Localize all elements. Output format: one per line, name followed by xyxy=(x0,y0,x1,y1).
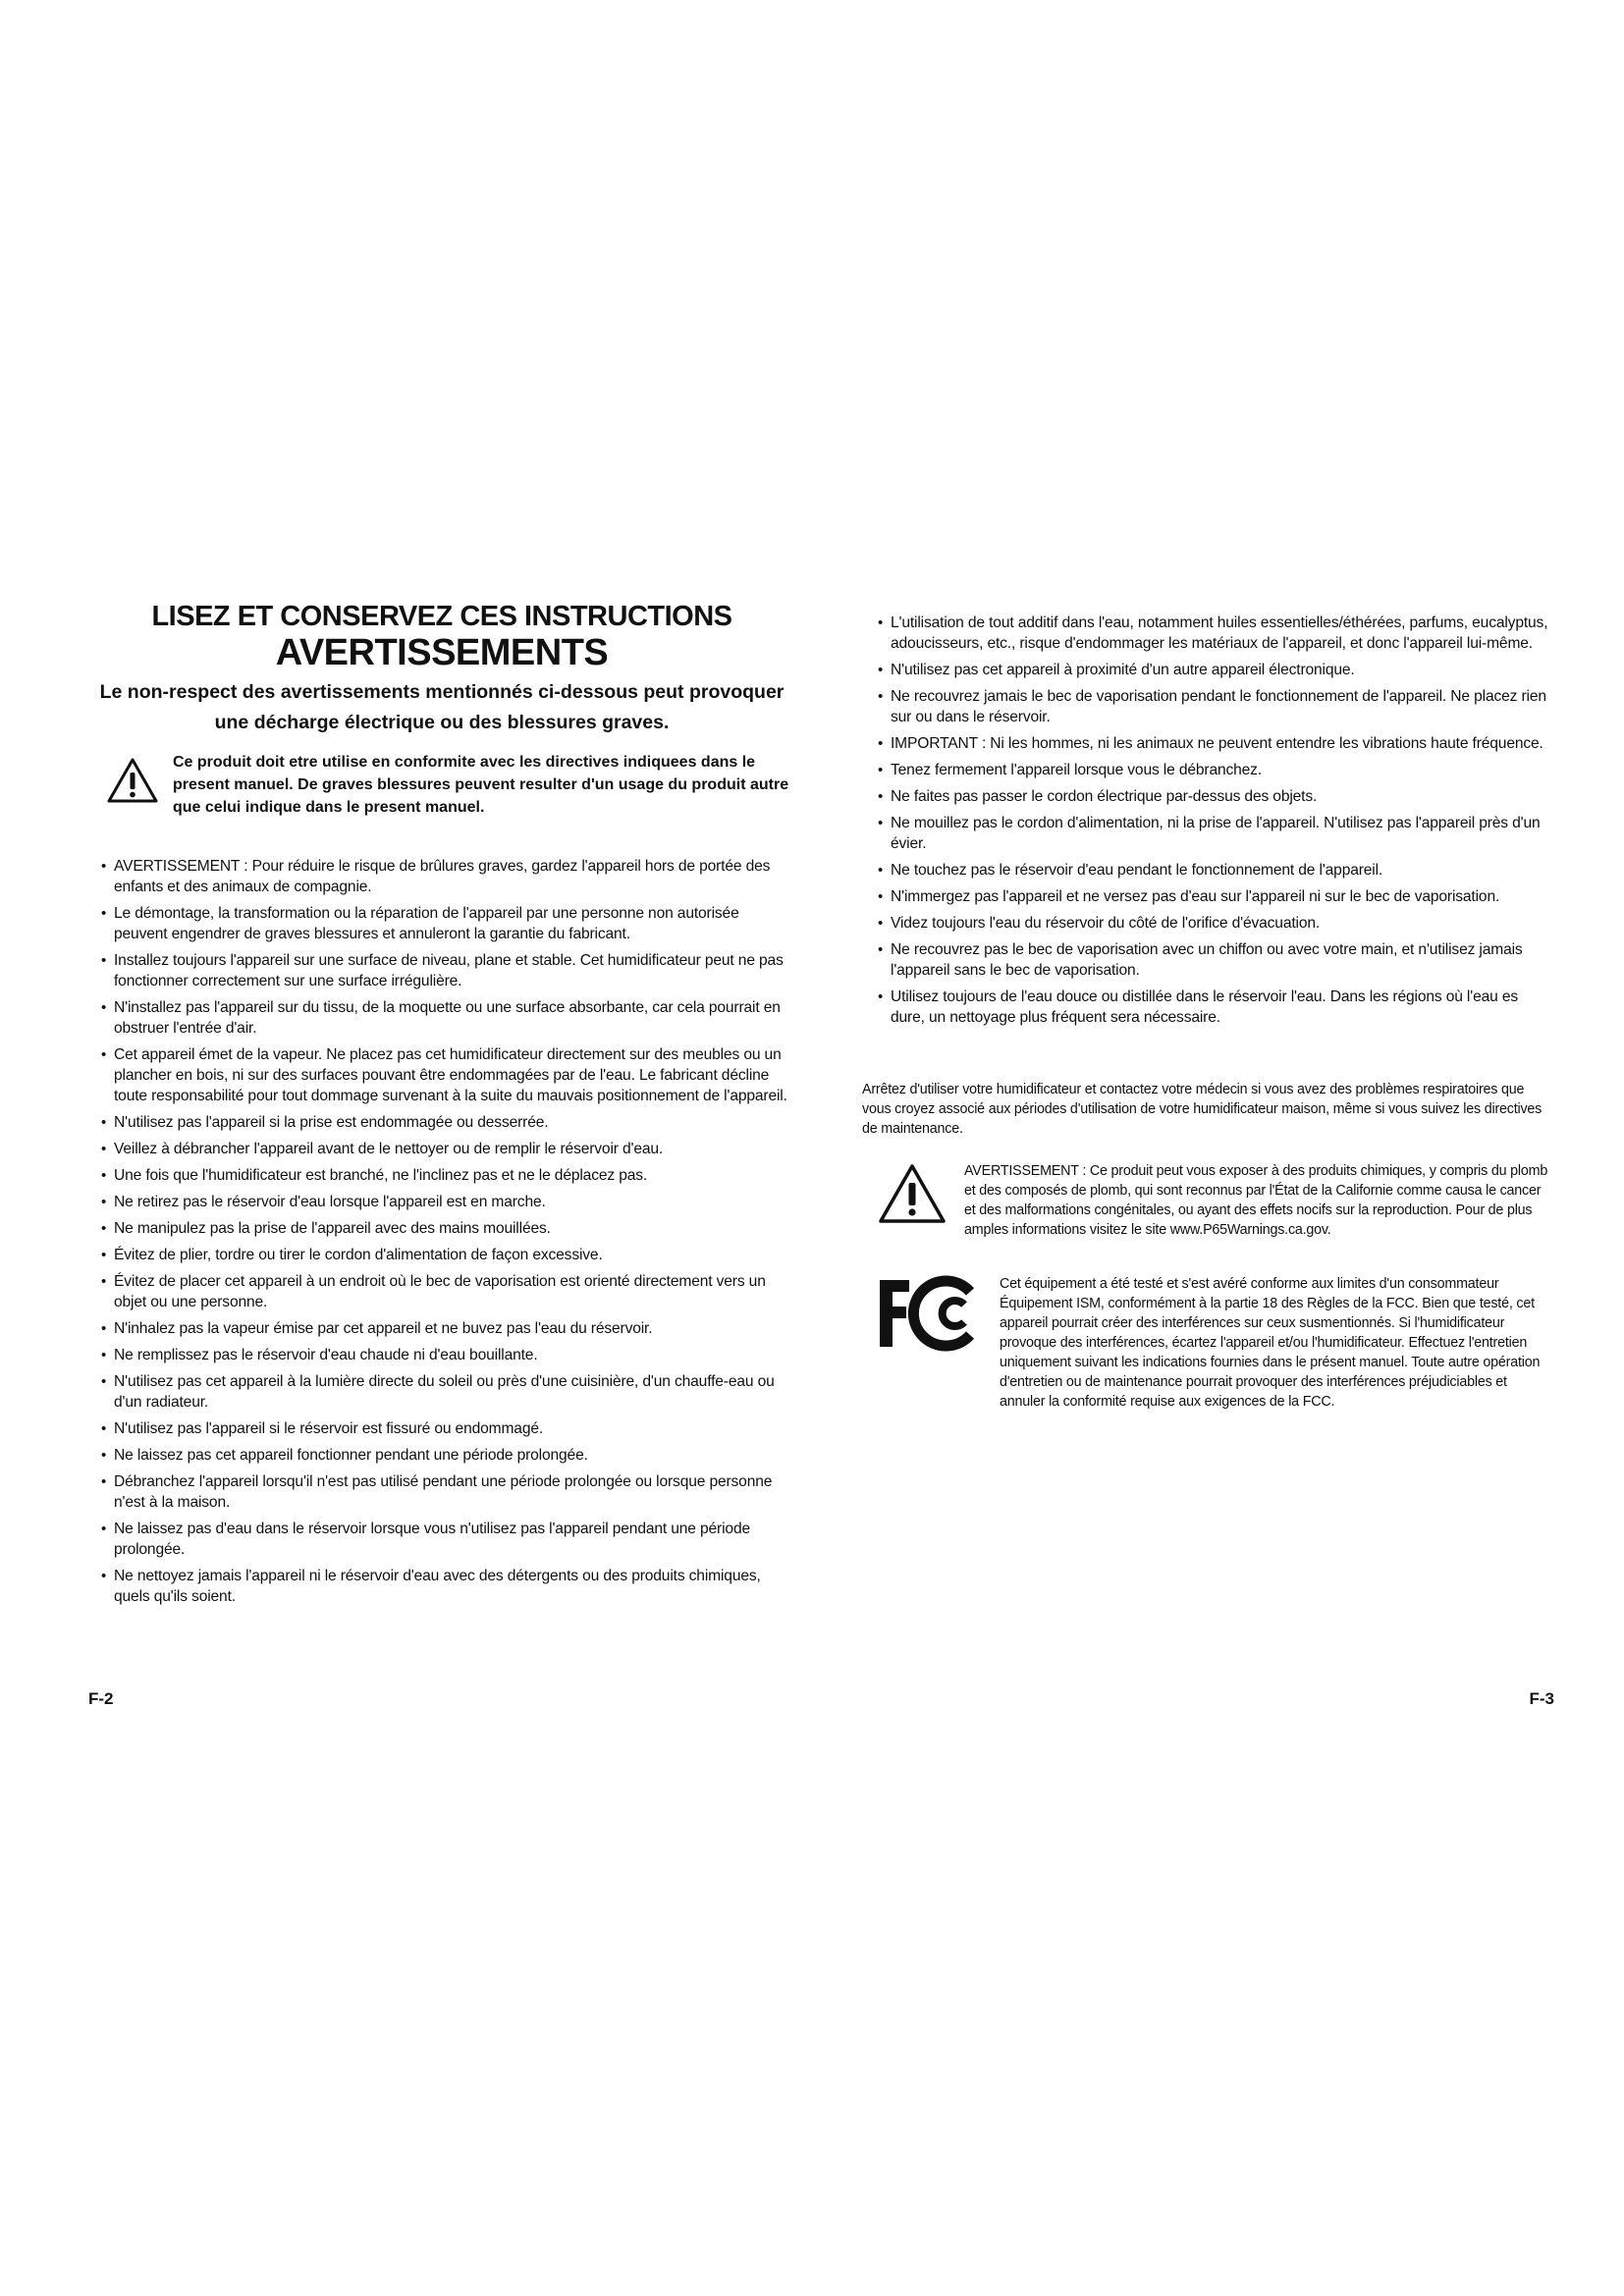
warnings-list-continued xyxy=(877,613,1554,1034)
list-item: • IMPORTANT : Ni les hommes, ni les animaux ne peuvent entendre les vibrations haute fréquence. xyxy=(877,733,1554,754)
list-item: • Tenez fermement l'appareil lorsque vous le débranchez. xyxy=(877,760,1554,780)
list-item: • Cet appareil émet de la vapeur. Ne placez pas cet humidificateur directement sur des meubles ou un plancher en bois, ni sur des surfaces pouvant être endommagées par de l'eau. Le fabricant décline toute responsabilité pour tout dommage survenant à la suite du mauvais positionnement de l'appareil. xyxy=(100,1044,792,1106)
list-item: • Évitez de plier, tordre ou tirer le cordon d'alimentation de façon excessive. xyxy=(100,1245,792,1265)
list-item: • Une fois que l'humidificateur est branché, ne l'inclinez pas et ne le déplacez pas. xyxy=(100,1165,792,1186)
list-item: • Videz toujours l'eau du réservoir du côté de l'orifice d'évacuation. xyxy=(877,913,1554,934)
list-item: • Ne nettoyez jamais l'appareil ni le réservoir d'eau avec des détergents ou des produits chimiques, quels qu'ils soient. xyxy=(100,1566,792,1607)
list-item: • Ne recouvrez jamais le bec de vaporisation pendant le fonctionnement de l'appareil. Ne placez rien sur ou dans le réservoir. xyxy=(877,686,1554,727)
list-item: • L'utilisation de tout additif dans l'eau, notamment huiles essentielles/éthérées, parfums, eucalyptus, adoucisseurs, etc., risque d'endommager les matériaux de l'appareil, et donc l'appareil lui-même. xyxy=(877,613,1554,654)
title-line1: LISEZ ET CONSERVEZ CES INSTRUCTIONS xyxy=(151,601,732,632)
list-item: • Ne recouvrez pas le bec de vaporisation avec un chiffon ou avec votre main, et n'utilisez jamais l'appareil sans le bec de vaporisation. xyxy=(877,939,1554,981)
right-page xyxy=(862,0,1554,2296)
warnings-list xyxy=(100,856,792,1613)
list-item: • Ne laissez pas cet appareil fonctionner pendant une période prolongée. xyxy=(100,1445,792,1466)
page-number: F-3 xyxy=(1529,1689,1554,1708)
list-item: • Ne laissez pas d'eau dans le réservoir lorsque vous n'utilisez pas l'appareil pendant une période prolongée. xyxy=(100,1519,792,1560)
list-item: • Ne manipulez pas la prise de l'appareil avec des mains mouillées. xyxy=(100,1218,792,1239)
warning-triangle-icon xyxy=(106,757,159,804)
list-item: • N'utilisez pas l'appareil si la prise est endommagée ou desserrée. xyxy=(100,1112,792,1133)
list-item: • N'installez pas l'appareil sur du tissu, de la moquette ou une surface absorbante, car cela pourrait en obstruer l'entrée d'air. xyxy=(100,997,792,1039)
respiratory-notice: Arrêtez d'utiliser votre humidificateur et contactez votre médecin si vous avez des problèmes respiratoires que vous croyez associé aux périodes d'utilisation de votre humidificateur maison, même si vous suivez les directives de maintenance. xyxy=(862,1082,1543,1137)
fcc-text: Cet équipement a été testé et s'est avéré conforme aux limites d'un consommateur Équipement ISM, conformément à la partie 18 des Règles de la FCC. Bien que testé, cet appareil pourrait créer des interférences sur ceux susmentionnés. Si l'humidificateur provoque des interférences, écartez l'appareil et/ou l'humidificateur. Effectuez l'entretien uniquement suivant les indications fournies dans le présent manuel. Toute autre opération d'entretien ou de maintenance pourrait provoquer des interférences préjudiciables et annuler la conformité requise aux exigences de la FCC. xyxy=(1000,1276,1541,1410)
prop65-text: AVERTISSEMENT : Ce produit peut vous exposer à des produits chimiques, y compris du plomb et des composés de plomb, qui sont reconnus par l'État de la Californie comme causa le cancer et des malformations congénitales, ou ayant des effets nocifs sur la reproduction. Pour de plus amples informations visitez le site www.P65Warnings.ca.gov. xyxy=(964,1163,1548,1238)
list-item: • N'utilisez pas cet appareil à proximité d'un autre appareil électronique. xyxy=(877,660,1554,680)
caution-box xyxy=(106,751,793,839)
list-item: • AVERTISSEMENT : Pour réduire le risque de brûlures graves, gardez l'appareil hors de portée des enfants et des animaux de compagnie. xyxy=(100,856,792,897)
list-item: • Installez toujours l'appareil sur une surface de niveau, plane et stable. Cet humidificateur peut ne pas fonctionner correctement sur une surface irrégulière. xyxy=(100,950,792,991)
list-item: • N'utilisez pas l'appareil si le réservoir est fissuré ou endommagé. xyxy=(100,1418,792,1439)
subtitle: Le non-respect des avertissements mentionnés ci-dessous peut provoquer une décharge électrique ou des blessures graves. xyxy=(99,681,785,733)
list-item: • N'inhalez pas la vapeur émise par cet appareil et ne buvez pas l'eau du réservoir. xyxy=(100,1318,792,1339)
warning-triangle-icon xyxy=(878,1163,947,1224)
list-item: • Ne touchez pas le réservoir d'eau pendant le fonctionnement de l'appareil. xyxy=(877,860,1554,881)
list-item: • Débranchez l'appareil lorsqu'il n'est pas utilisé pendant une période prolongée ou lorsque personne n'est à la maison. xyxy=(100,1471,792,1513)
list-item: • N'utilisez pas cet appareil à la lumière directe du soleil ou près d'une cuisinière, d'un chauffe-eau ou d'un radiateur. xyxy=(100,1371,792,1413)
caution-text: Ce produit doit etre utilise en conformite avec les directives indiquees dans le present manuel. De graves blessures peuvent resulter d'un usage du produit autre que celui indique dans le present manuel. xyxy=(173,754,789,816)
list-item: • Utilisez toujours de l'eau douce ou distillée dans le réservoir l'eau. Dans les régions où l'eau es dure, un nettoyage plus fréquent sera nécessaire. xyxy=(877,987,1554,1028)
fcc-logo-icon xyxy=(876,1274,974,1353)
page-title: AVERTISSEMENTS xyxy=(275,632,609,673)
list-item: • Évitez de placer cet appareil à un endroit où le bec de vaporisation est orienté directement vers un objet ou une personne. xyxy=(100,1271,792,1312)
list-item: • Ne mouillez pas le cordon d'alimentation, ni la prise de l'appareil. N'utilisez pas l'appareil près d'un évier. xyxy=(877,813,1554,854)
left-page xyxy=(88,0,795,2296)
list-item: • Veillez à débrancher l'appareil avant de le nettoyer ou de remplir le réservoir d'eau. xyxy=(100,1139,792,1159)
list-item: • Le démontage, la transformation ou la réparation de l'appareil par une personne non autorisée peuvent engendrer de graves blessures et annuleront la garantie du fabricant. xyxy=(100,903,792,944)
list-item: • Ne faites pas passer le cordon électrique par-dessus des objets. xyxy=(877,786,1554,807)
prop65-warning xyxy=(878,1161,1555,1259)
list-item: • Ne remplissez pas le réservoir d'eau chaude ni d'eau bouillante. xyxy=(100,1345,792,1365)
page-number: F-2 xyxy=(88,1689,114,1708)
list-item: • Ne retirez pas le réservoir d'eau lorsque l'appareil est en marche. xyxy=(100,1192,792,1212)
fcc-notice xyxy=(876,1274,1553,1431)
list-item: • N'immergez pas l'appareil et ne versez pas d'eau sur l'appareil ni sur le bec de vaporisation. xyxy=(877,886,1554,907)
